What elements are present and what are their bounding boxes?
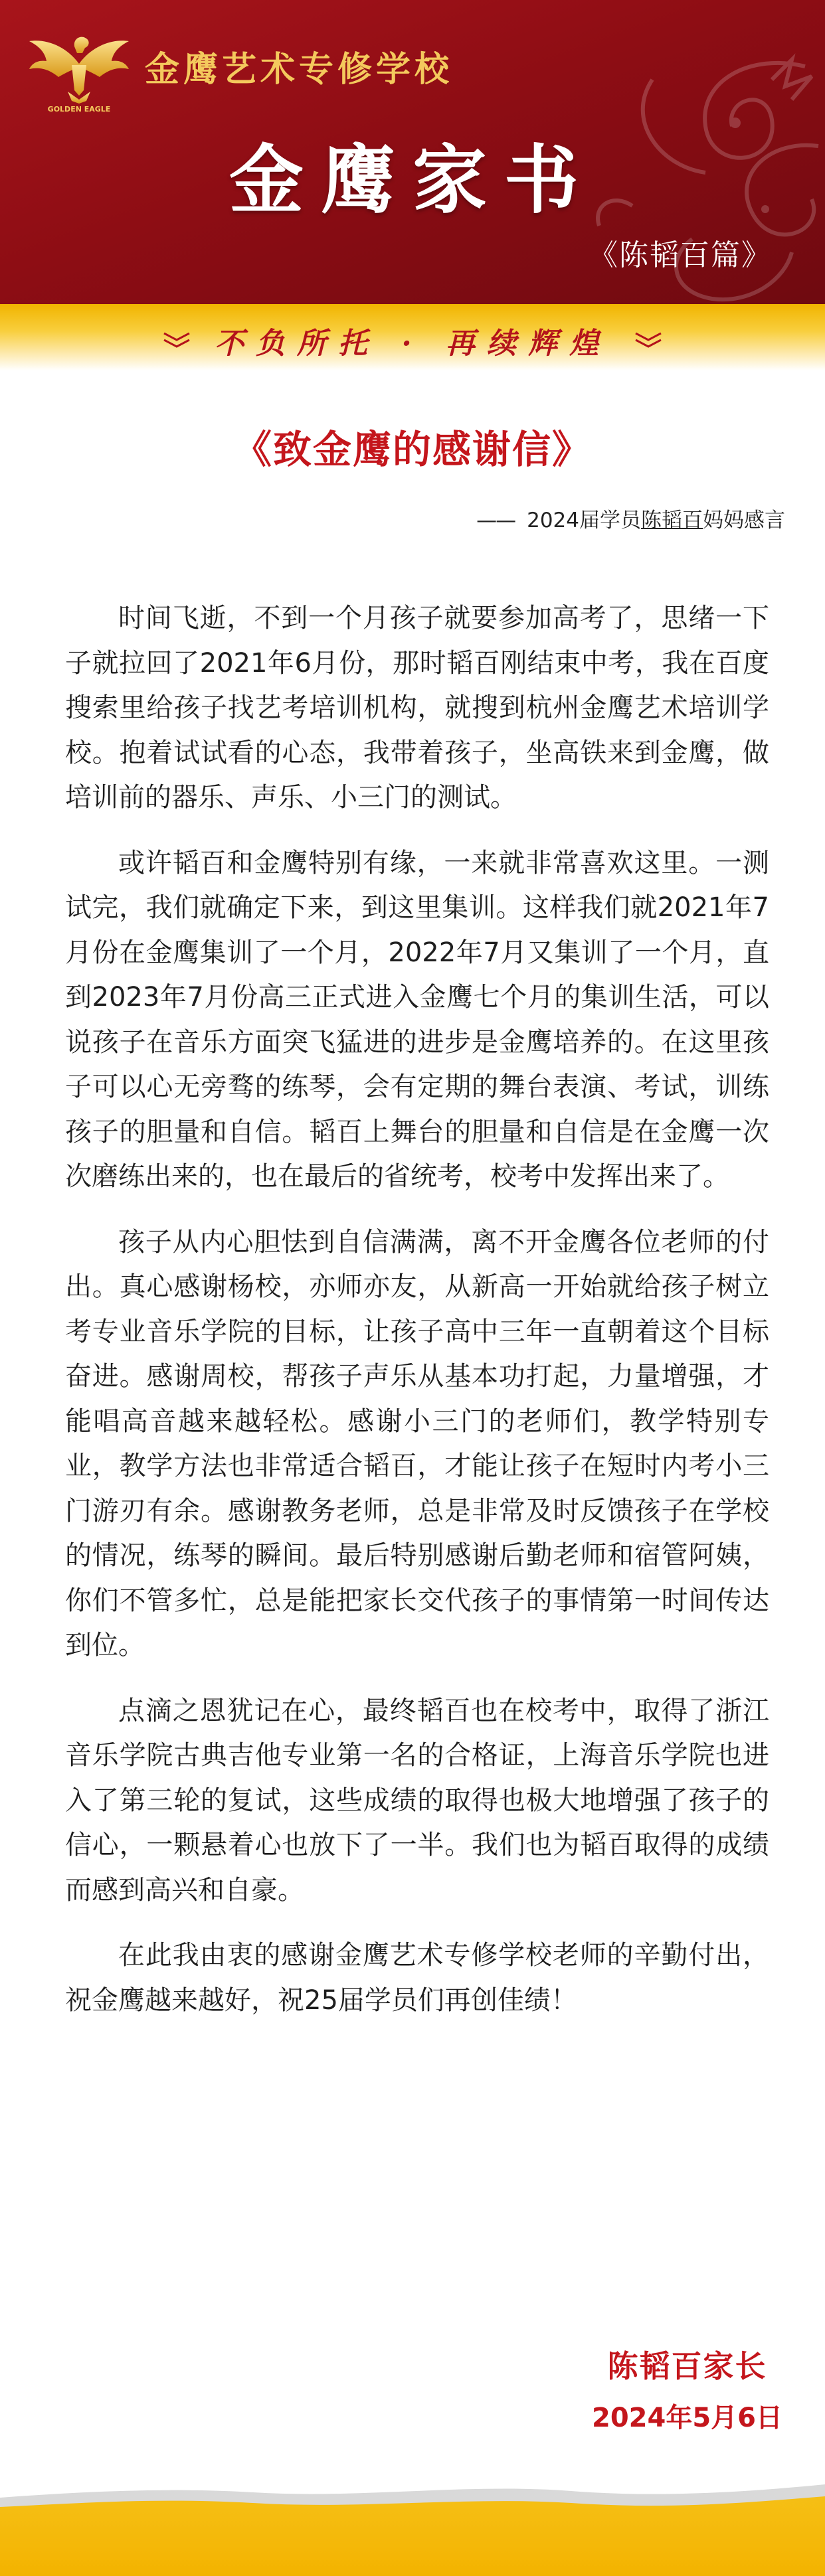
byline-dash: —— (476, 509, 515, 532)
slogan-text: 不负所托 · 再续辉煌 (215, 327, 610, 361)
byline-student-name: 陈韬百 (641, 509, 703, 532)
letter-body (65, 596, 769, 2044)
signature-name: 陈韬百家长 (607, 2348, 767, 2384)
slogan-row (0, 317, 825, 364)
signature-date: 2024年5月6日 (592, 2403, 782, 2433)
page-subtitle: 《陈韬百篇》 (589, 238, 772, 272)
school-logo-row (27, 27, 453, 114)
letter-paragraph: 点滴之恩犹记在心，最终韬百也在校考中，取得了浙江音乐学院古典吉他专业第一名的合格证，上海音乐学院也进入了第三轮的复试，这些成绩的取得也极大地增强了孩子的信心，一颗悬着心也放下了一半。我们也为韬百取得的成绩而感到高兴和自豪。 (65, 1695, 769, 1905)
double-chevron-down-icon (161, 331, 192, 351)
byline-prefix: 2024届学员 (527, 509, 641, 532)
letter-paragraph: 或许韬百和金鹰特别有缘，一来就非常喜欢这里。一测试完，我们就确定下来，到这里集训。这样我们就2021年7月份在金鹰集训了一个月，2022年7月又集训了一个月，直到2023年7月份高三正式进入金鹰七个月的集训生活，可以说孩子在音乐方面突飞猛进的进步是金鹰培养的。在这里孩子可以心无旁骛的练琴，会有定期的舞台表演、考试，训练孩子的胆量和自信。韬百上舞台的胆量和自信是在金鹰一次次磨练出来的，也在最后的省统考，校考中发挥出来了。 (65, 847, 769, 1192)
letter-paragraph: 在此我由衷的感谢金鹰艺术专修学校老师的辛勤付出，祝金鹰越来越好，祝25届学员们再创佳绩！ (65, 1940, 769, 2016)
letter-paragraph: 孩子从内心胆怯到自信满满，离不开金鹰各位老师的付出。真心感谢杨校，亦师亦友，从新高一开始就给孩子树立考专业音乐学院的目标，让孩子高中三年一直朝着这个目标奋进。感谢周校，帮孩子声乐从基本功打起，力量增强，才能唱高音越来越轻松。感谢小三门的老师们，教学特别专业，教学方法也非常适合韬百，才能让孩子在短时内考小三门游刃有余。感谢教务老师，总是非常及时反馈孩子在学校的情况，练琴的瞬间。最后特别感谢后勤老师和宿管阿姨，你们不管多忙，总是能把家长交代孩子的事情第一时间传达到位。 (65, 1226, 769, 1660)
torn-paper-footer-decoration (0, 2403, 825, 2576)
logo-lettering: GOLDEN EAGLE (47, 105, 111, 114)
page-title: 金鹰家书 (229, 137, 596, 224)
letter-paragraph: 时间飞逝，不到一个月孩子就要参加高考了，思绪一下子就拉回了2021年6月份，那时韬百刚结束中考，我在百度搜索里给孩子找艺考培训机构，就搜到杭州金鹰艺术培训学校。抱着试试看的心态，我带着孩子，坐高铁来到金鹰，做培训前的器乐、声乐、小三门的测试。 (65, 603, 769, 813)
byline-suffix: 妈妈感言 (703, 509, 785, 532)
letter-byline (476, 503, 785, 533)
double-chevron-down-icon (633, 331, 664, 351)
letter-title: 《致金鹰的感谢信》 (232, 427, 592, 472)
school-name: 金鹰艺术专修学校 (145, 48, 454, 90)
golden-eagle-logo-icon (27, 27, 132, 114)
header-banner (0, 0, 825, 304)
